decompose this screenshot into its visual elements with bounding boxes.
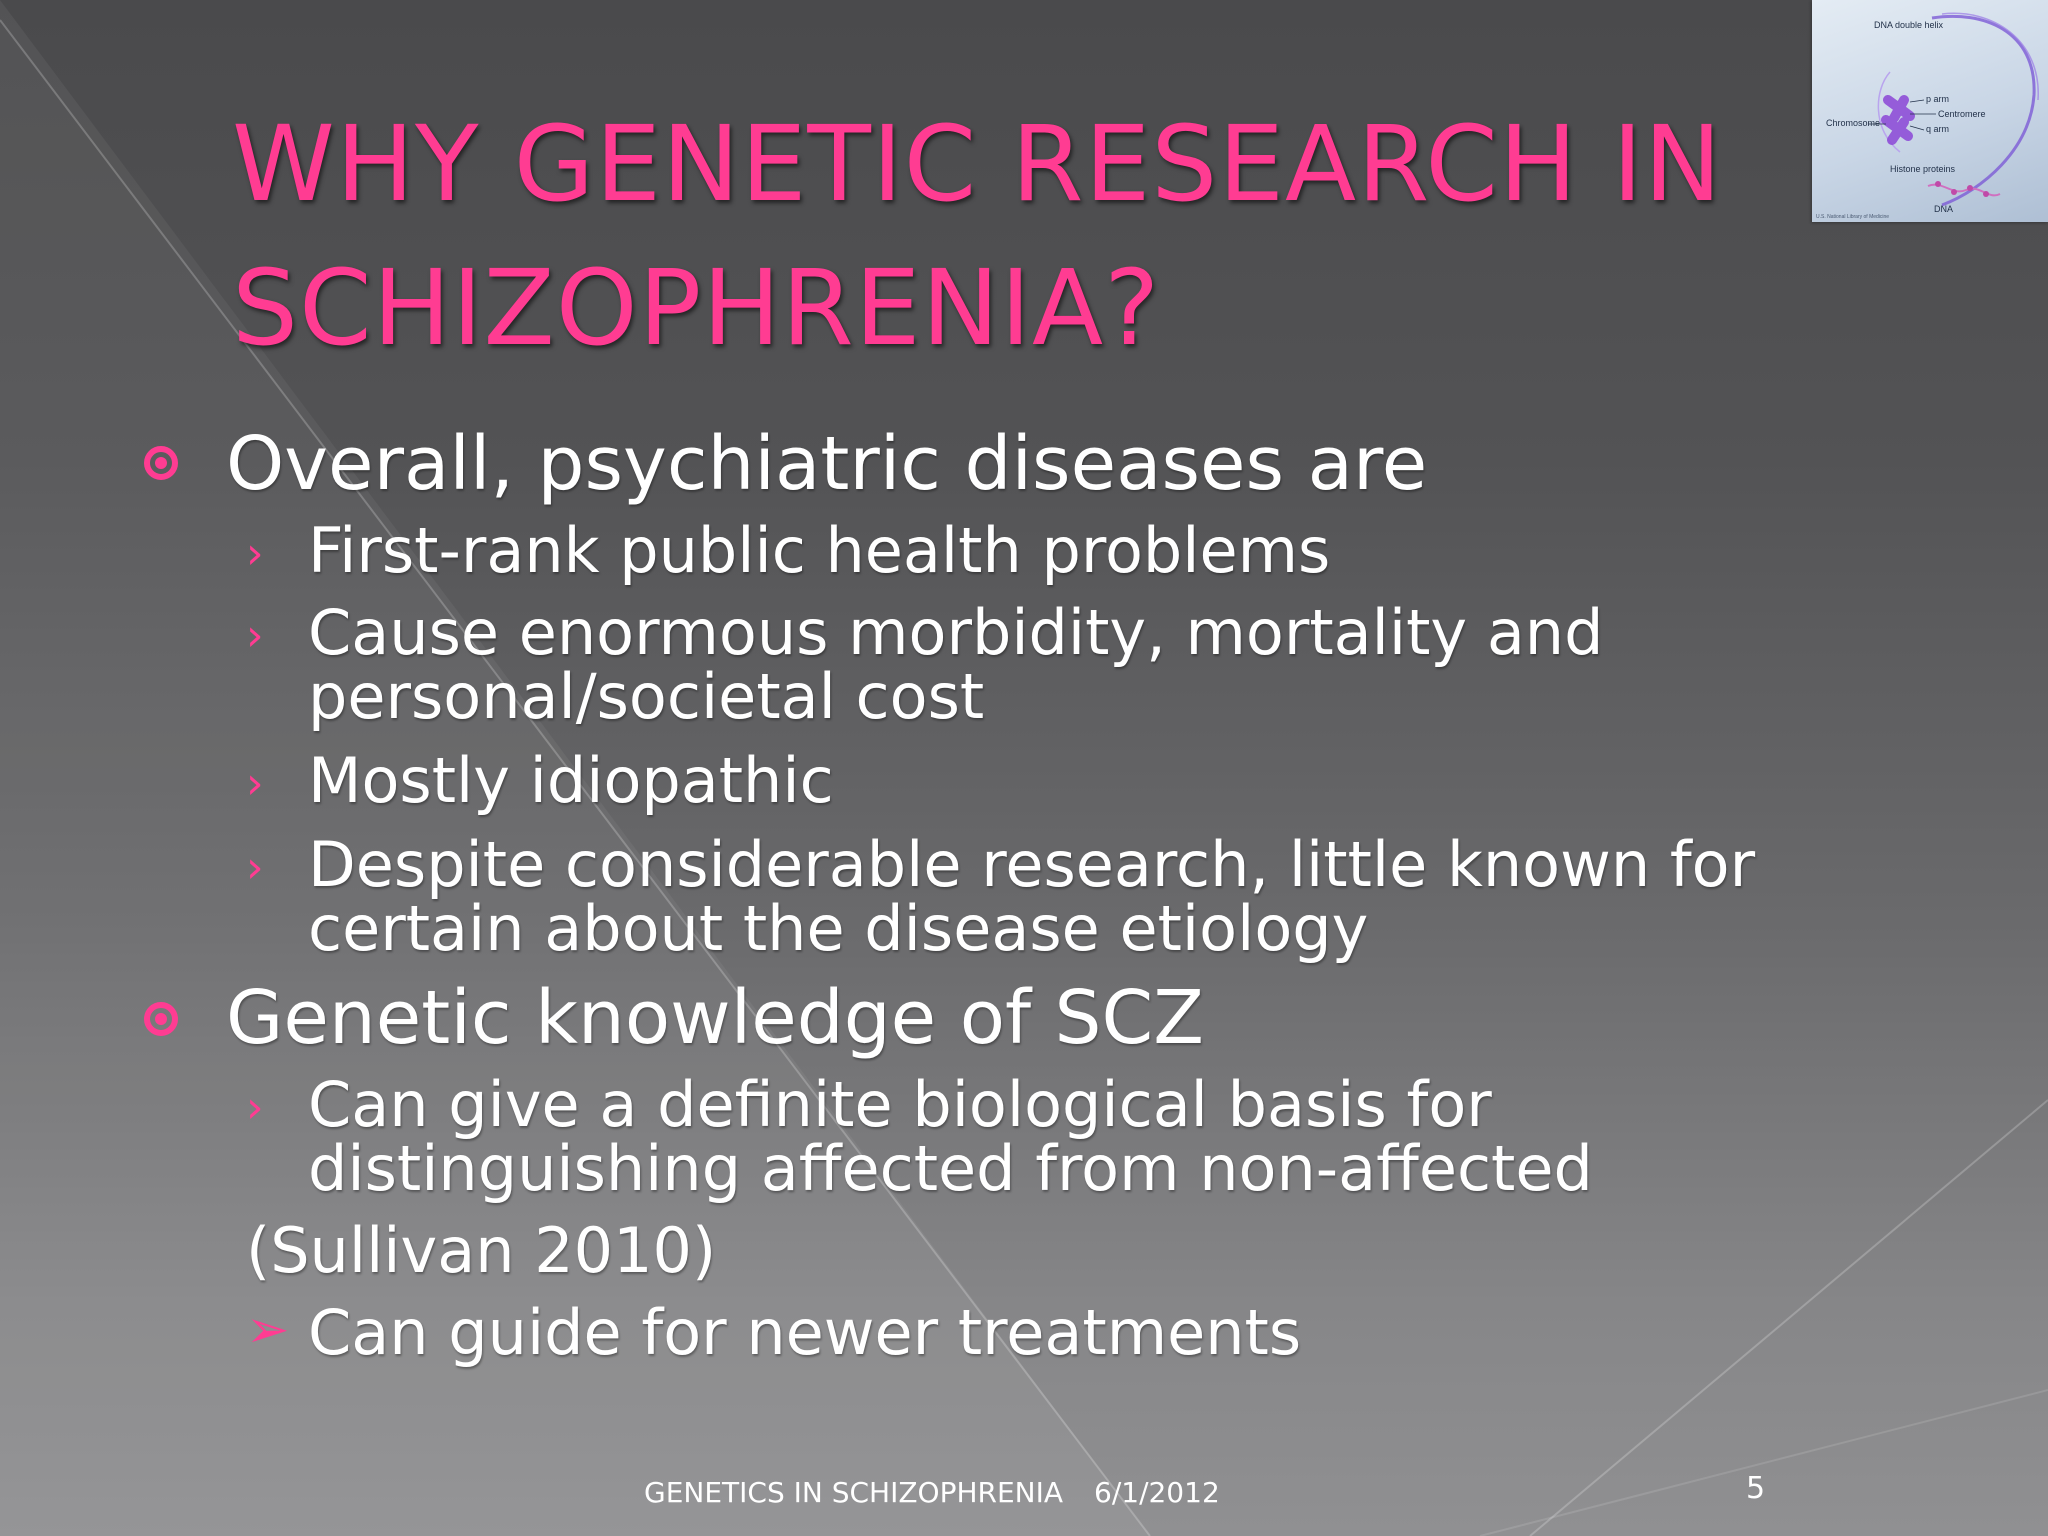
- label-credit: U.S. National Library of Medicine: [1816, 214, 1890, 220]
- sub-bullet-morbidity-line-1: Cause enormous morbidity, mortality and: [308, 596, 1604, 669]
- citation: (Sullivan 2010): [246, 1214, 717, 1287]
- chevron-bullet-icon: ›: [246, 610, 264, 661]
- sub-bullet-research-line-2: certain about the disease etiology: [308, 892, 1369, 965]
- target-bullet-icon: [144, 1002, 178, 1036]
- title-line-2: SCHIZOPHRENIA?: [232, 247, 1161, 369]
- label-dna: DNA: [1934, 204, 1954, 214]
- sub-bullet-research-line-1: Despite considerable research, little known for: [308, 828, 1756, 901]
- chromosome-diagram: [1812, 0, 2048, 222]
- label-centromere: Centromere: [1938, 109, 1986, 119]
- sub-bullet-idiopathic: Mostly idiopathic: [308, 744, 834, 817]
- sub-bullet-biological-basis-line-1: Can give a definite biological basis for: [308, 1068, 1492, 1141]
- footer-date: 6/1/2012: [1094, 1476, 1220, 1509]
- chevron-bullet-icon: ›: [246, 1082, 264, 1133]
- sub-bullet-public-health: First-rank public health problems: [308, 514, 1331, 587]
- slide-title: [232, 92, 1792, 380]
- slide-number: 5: [1746, 1471, 1766, 1506]
- label-q-arm: q arm: [1926, 124, 1950, 134]
- label-histone-proteins: Histone proteins: [1890, 164, 1956, 174]
- bullet-overall: Overall, psychiatric diseases are: [226, 421, 1428, 507]
- chromosome-illustration: [1812, 0, 2048, 222]
- footer-title: GENETICS IN SCHIZOPHRENIA: [644, 1476, 1064, 1509]
- label-chromosome: Chromosome: [1826, 118, 1881, 128]
- title-line-1: WHY GENETIC RESEARCH IN: [232, 103, 1723, 225]
- label-dna-double-helix: DNA double helix: [1874, 20, 1944, 30]
- sub-bullet-newer-treatments: Can guide for newer treatments: [308, 1296, 1302, 1369]
- target-bullet-icon: [144, 446, 178, 480]
- sub-bullet-morbidity-line-2: personal/societal cost: [308, 660, 985, 733]
- bullet-genetic-knowledge: Genetic knowledge of SCZ: [226, 975, 1204, 1061]
- label-p-arm: p arm: [1926, 94, 1950, 104]
- arrow-bullet-icon: ➢: [246, 1300, 290, 1360]
- chevron-bullet-icon: ›: [246, 842, 264, 893]
- chevron-bullet-icon: ›: [246, 758, 264, 809]
- sub-bullet-biological-basis-line-2: distinguishing affected from non-affected: [308, 1132, 1593, 1205]
- chevron-bullet-icon: ›: [246, 528, 264, 579]
